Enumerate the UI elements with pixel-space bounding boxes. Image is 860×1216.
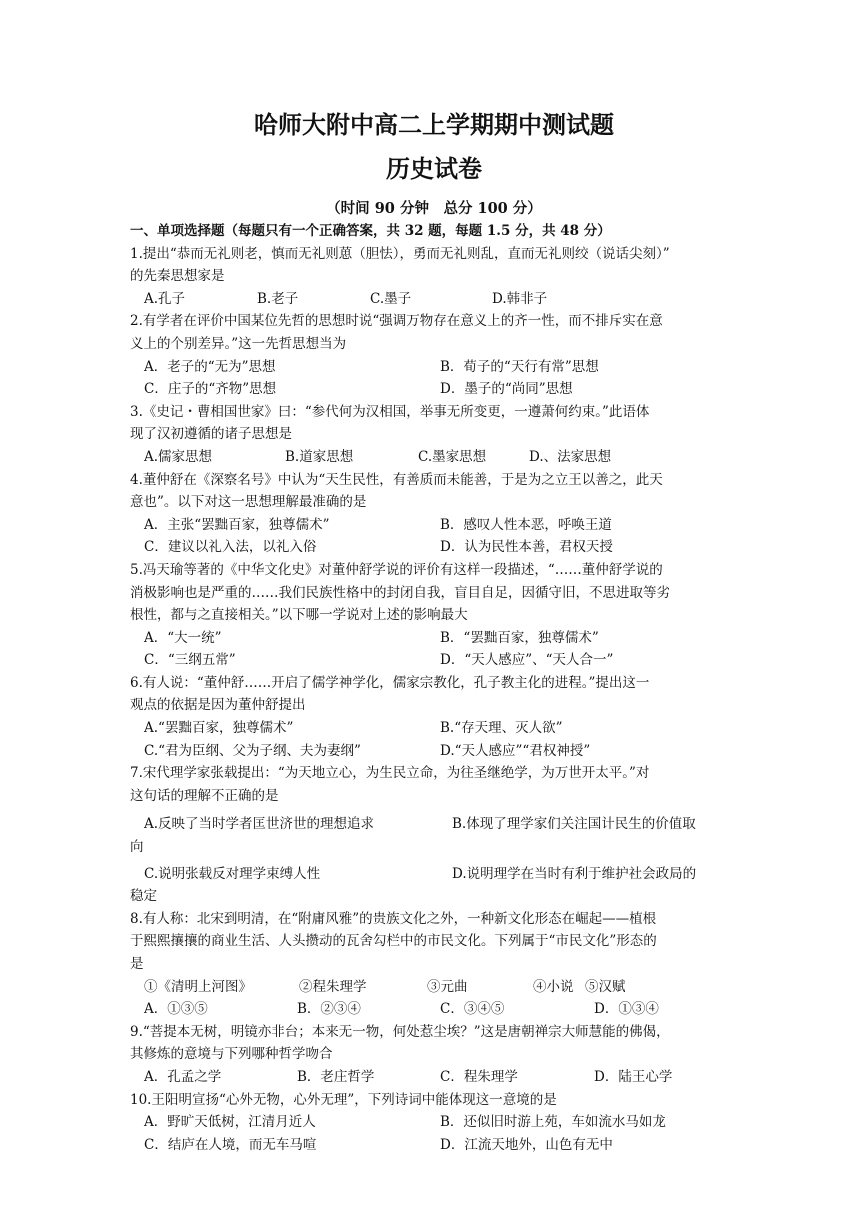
section-heading: 一、单项选择题（每题只有一个正确答案，共 32 题，每题 1.5 分，共 48 分） [130,223,611,239]
question-stem-line: 7.宋代理学家张载提出：“为天地立心，为生民立命，为往圣继绝学，为万世开太平。”对 [130,765,650,782]
question-stem-line: 5.冯天瑜等著的《中华文化史》对董仲舒学说的评价有这样一段描述，“……董仲舒学说的 [130,561,663,578]
question-4 [130,469,738,559]
option-a: A.反映了当时学者匡世济世的理想追求 [144,816,375,833]
option-a: A.儒家思想 [144,448,213,465]
option-c: C．“三纲五常” [144,652,236,669]
option-c: C．庄子的“齐物”思想 [144,381,277,398]
option-b: B．老庄哲学 [297,1068,375,1085]
option-d: D．“天人感应”、“天人合一” [440,652,614,669]
option-b: B.体现了理学家们关注国计民生的价值取 [452,816,696,833]
question-stem-line: 义上的个别差异。”这一先哲思想当为 [130,335,347,352]
question-stem-line: 8.有人称：北宋到明清，在“附庸风雅”的贵族文化之外，一种新文化形态在崛起——植根 [130,910,657,927]
question-stem-line: 是 [130,956,144,972]
option-b: B．②③④ [297,1001,361,1018]
question-stem-line: 现了汉初遵循的诸子思想是 [130,426,292,443]
question-stem-line: 1.提出“恭而无礼则老，慎而无礼则葸（胆怯），勇而无礼则乱，直而无礼则绞（说话尖刻）” [130,245,670,262]
question-stem-line: 其修炼的意境与下列哪种哲学吻合 [130,1046,333,1063]
option-c: C.墨家思想 [418,448,487,465]
option-a: A．野旷天低树，江清月近人 [144,1114,316,1131]
option-c: C．结庐在人境，而无车马喧 [144,1136,317,1153]
choice-item: ①《清明上河图》 [144,978,252,995]
option-d: D.说明理学在当时有利于维护社会政局的 [452,865,697,882]
option-a: A.“罢黜百家，独尊儒术” [144,720,294,737]
option-d: D．陆王心学 [594,1068,673,1085]
choice-item: ②程朱理学 [299,978,367,995]
question-stem-line: 2.有学者在评价中国某位先哲的思想时说“强调万物存在意义上的齐一性，而不排斥实在意 [130,313,663,330]
question-stem-line: 3.《史记・曹相国世家》曰：“参代何为汉相国，举事无所变更，一遵萧何约束。”此语体 [130,403,650,420]
exam-title: 哈师大附中高二上学期期中测试题 [254,110,614,139]
option-a: A．“大一统” [144,629,222,646]
option-c: C．建议以礼入法，以礼入俗 [144,539,317,556]
question-stem-line: 4.董仲舒在《深察名号》中认为“天生民性，有善质而未能善，于是为之立王以善之，此天 [130,471,663,488]
option-c: C．③④⑤ [440,1001,505,1018]
option-a: A．主张“罢黜百家，独尊儒术” [144,516,330,533]
question-stem-line: 意也”。以下对这一思想理解最准确的是 [130,494,367,511]
option-b: B．“罢黜百家，独尊儒术” [440,629,599,646]
option-d: D．①③④ [594,1001,659,1018]
subject-title: 历史试卷 [386,154,482,183]
option-b: B．感叹人性本恶，呼唤王道 [440,516,612,533]
option-d: D．墨子的“尚同”思想 [440,381,573,398]
option-b-continued: 向 [130,839,144,856]
option-b: B.道家思想 [285,448,354,465]
question-5 [130,559,738,672]
option-d: D.韩非子 [492,290,548,307]
question-stem-line: 于熙熙攘攘的商业生活、人头攒动的瓦舍勾栏中的市民文化。下列属于“市民文化”形态的 [130,933,657,950]
option-d: D.“天人感应”“君权神授” [440,742,591,759]
option-b: B.老子 [257,290,299,307]
option-a: A．孔孟之学 [144,1068,222,1085]
question-stem-line: 这句话的理解不正确的是 [130,787,279,804]
question-stem-line: 根性，都与之直接相关。”以下哪一学说对上述的影响最大 [130,607,468,624]
choice-item: ④小说 [533,978,574,995]
question-8 [130,908,738,1021]
option-b: B．荀子的“天行有常”思想 [440,358,599,375]
question-9 [130,1021,738,1089]
question-3 [130,401,738,469]
question-stem-line: 消极影响也是严重的……我们民族性格中的封闭自我，盲目自足，因循守旧，不思进取等劣 [130,584,670,601]
option-b: B．还似旧时游上苑，车如流水马如龙 [440,1114,666,1131]
exam-meta: （时间 90 分钟 总分 100 分） [326,200,542,217]
option-d-continued: 稳定 [130,888,157,905]
choice-item: ⑤汉赋 [585,978,626,995]
option-a: A.孔子 [144,290,186,307]
option-d: D．认为民性本善，君权天授 [440,539,613,556]
question-2 [130,310,738,400]
question-6 [130,672,738,762]
option-a: A．老子的“无为”思想 [144,358,276,375]
option-b: B.“存天理、灭人欲” [440,720,563,737]
option-d: D.、法家思想 [529,448,612,465]
question-7 [130,762,738,908]
question-stem-line: 观点的依据是因为董仲舒提出 [130,697,306,714]
option-a: A．①③⑤ [144,1001,208,1018]
question-10 [130,1089,738,1157]
question-stem-line: 9.“菩提本无树，明镜亦非台；本来无一物，何处惹尘埃？”这是唐朝禅宗大师慧能的佛偈， [130,1023,670,1040]
option-c: C.“君为臣纲、父为子纲、夫为妻纲” [144,742,361,759]
option-d: D．江流天地外，山色有无中 [440,1136,613,1153]
question-stem-line: 10.王阳明宣扬“心外无物，心外无理”，下列诗词中能体现这一意境的是 [130,1091,557,1108]
question-1 [130,243,738,311]
question-stem-line: 的先秦思想家是 [130,268,225,285]
option-c: C．程朱理学 [440,1068,518,1085]
question-stem-line: 6.有人说：“董仲舒……开启了儒学神学化，儒家宗教化，孔子教主化的进程。”提出这一 [130,674,650,691]
choice-item: ③元曲 [427,978,468,995]
option-c: C.说明张载反对理学束缚人性 [144,865,321,882]
option-c: C.墨子 [370,290,412,307]
